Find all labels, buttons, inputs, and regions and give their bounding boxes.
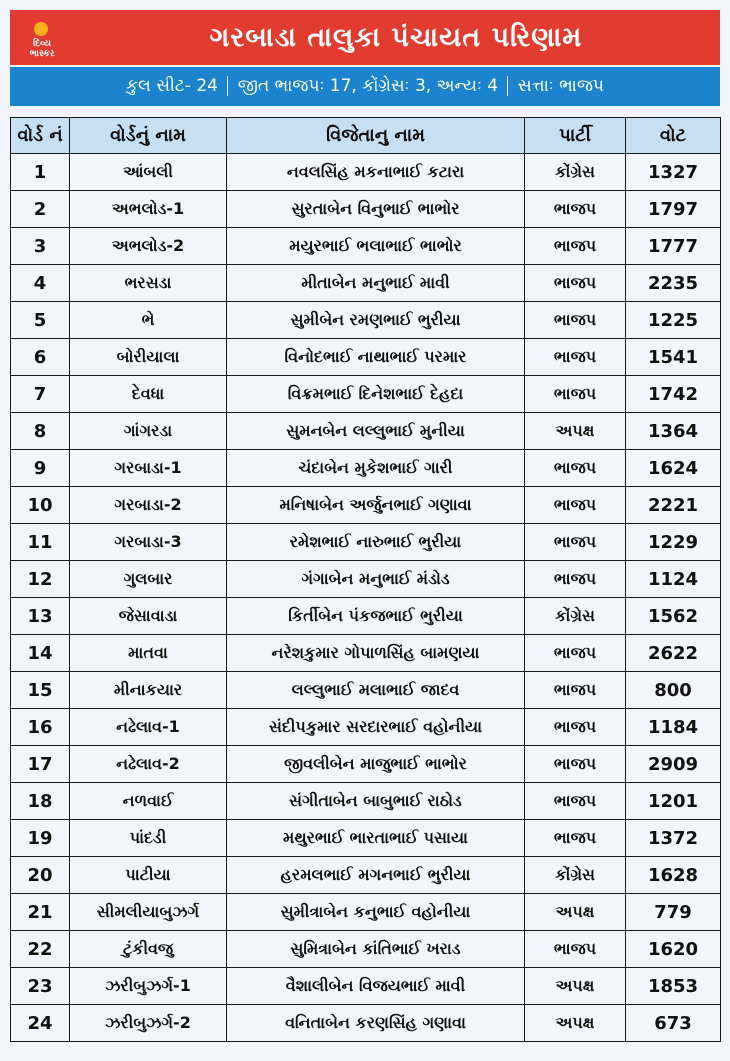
cell-party: ભાજપ bbox=[525, 524, 626, 561]
table-row bbox=[11, 450, 721, 487]
cell-party: ભાજપ bbox=[525, 709, 626, 746]
cell-party: ભાજપ bbox=[525, 931, 626, 968]
cell-votes: 1201 bbox=[626, 783, 721, 820]
cell-votes: 1229 bbox=[626, 524, 721, 561]
cell-votes: 2235 bbox=[626, 265, 721, 302]
header-party: પાર્ટી bbox=[525, 118, 626, 154]
cell-party: ભાજપ bbox=[525, 746, 626, 783]
cell-ward-name: ગુલબાર bbox=[70, 561, 227, 598]
table-row bbox=[11, 746, 721, 783]
cell-votes: 1124 bbox=[626, 561, 721, 598]
table-row bbox=[11, 1005, 721, 1042]
cell-winner-name: સંગીતાબેન બાબુભાઈ રાઠોડ bbox=[227, 783, 525, 820]
cell-ward-name: મીનાકયાર bbox=[70, 672, 227, 709]
cell-ward-name: પાટીયા bbox=[70, 857, 227, 894]
cell-winner-name: ચંદાબેન મુકેશભાઈ ગારી bbox=[227, 450, 525, 487]
cell-winner-name: મયુરભાઈ ભલાભાઈ ભાભોર bbox=[227, 228, 525, 265]
logo-text: દિવ્ય ભાસ્કર bbox=[29, 39, 55, 59]
table-header-row bbox=[11, 118, 721, 154]
table-row bbox=[11, 413, 721, 450]
table-row bbox=[11, 709, 721, 746]
cell-ward-name: ઝરીબુઝર્ગ-1 bbox=[70, 968, 227, 1005]
cell-party: ભાજપ bbox=[525, 820, 626, 857]
cell-ward-no: 11 bbox=[11, 524, 70, 561]
cell-votes: 1797 bbox=[626, 191, 721, 228]
cell-winner-name: મથુરભાઈ ભારતાભાઈ પસાયા bbox=[227, 820, 525, 857]
cell-votes: 1184 bbox=[626, 709, 721, 746]
cell-votes: 1225 bbox=[626, 302, 721, 339]
cell-ward-no: 5 bbox=[11, 302, 70, 339]
cell-votes: 1742 bbox=[626, 376, 721, 413]
cell-winner-name: રમેશભાઈ નારુભાઈ ભુરીયા bbox=[227, 524, 525, 561]
cell-ward-name: સીમલીયાબુઝર્ગ bbox=[70, 894, 227, 931]
cell-winner-name: નવલસિંહ મકનાભાઈ કટારા bbox=[227, 154, 525, 191]
cell-winner-name: જીવલીબેન માજુભાઈ ભાભોર bbox=[227, 746, 525, 783]
cell-ward-no: 16 bbox=[11, 709, 70, 746]
cell-party: કોંગ્રેસ bbox=[525, 857, 626, 894]
cell-votes: 673 bbox=[626, 1005, 721, 1042]
cell-winner-name: સુમીબેન રમણભાઈ ભુરીયા bbox=[227, 302, 525, 339]
cell-ward-name: બોરીયાલા bbox=[70, 339, 227, 376]
summary-bar bbox=[10, 67, 720, 106]
cell-ward-name: ગરબાડા-3 bbox=[70, 524, 227, 561]
cell-party: અપક્ષ bbox=[525, 413, 626, 450]
header-ward-name: વોર્ડનું નામ bbox=[70, 118, 227, 154]
cell-party: અપક્ષ bbox=[525, 968, 626, 1005]
cell-party: કોંગ્રેસ bbox=[525, 154, 626, 191]
cell-votes: 1541 bbox=[626, 339, 721, 376]
cell-party: ભાજપ bbox=[525, 302, 626, 339]
cell-ward-name: ગરબાડા-2 bbox=[70, 487, 227, 524]
cell-party: ભાજપ bbox=[525, 635, 626, 672]
cell-party: અપક્ષ bbox=[525, 1005, 626, 1042]
cell-party: ભાજપ bbox=[525, 783, 626, 820]
cell-votes: 1364 bbox=[626, 413, 721, 450]
cell-party: ભાજપ bbox=[525, 450, 626, 487]
cell-votes: 1628 bbox=[626, 857, 721, 894]
cell-ward-no: 15 bbox=[11, 672, 70, 709]
table-row bbox=[11, 487, 721, 524]
table-row bbox=[11, 968, 721, 1005]
cell-ward-no: 4 bbox=[11, 265, 70, 302]
cell-ward-no: 3 bbox=[11, 228, 70, 265]
page-title: ગરબાડા તાલુકા પંચાયત પરિણામ bbox=[209, 22, 583, 53]
cell-ward-name: ભરસડા bbox=[70, 265, 227, 302]
header-winner-name: વિજેતાનુ નામ bbox=[227, 118, 525, 154]
cell-ward-name: નળવાઈ bbox=[70, 783, 227, 820]
cell-votes: 1372 bbox=[626, 820, 721, 857]
cell-ward-name: જેસાવાડા bbox=[70, 598, 227, 635]
cell-ward-name: પાંદડી bbox=[70, 820, 227, 857]
table-row bbox=[11, 894, 721, 931]
cell-winner-name: સુમિત્રાબેન કાંતિભાઈ ખરાડ bbox=[227, 931, 525, 968]
cell-votes: 1853 bbox=[626, 968, 721, 1005]
header-votes: વોટ bbox=[626, 118, 721, 154]
cell-votes: 1624 bbox=[626, 450, 721, 487]
header-ward-no: વોર્ડ નં bbox=[11, 118, 70, 154]
summary-won: જીત ભાજપઃ 17, કોંગ્રેસઃ 3, અન્યઃ 4 bbox=[237, 76, 499, 96]
table-row bbox=[11, 524, 721, 561]
cell-winner-name: લલ્લુભાઈ મલાભાઈ જાદવ bbox=[227, 672, 525, 709]
cell-votes: 1327 bbox=[626, 154, 721, 191]
cell-winner-name: હરમલભાઈ મગનભાઈ ભુરીયા bbox=[227, 857, 525, 894]
table-row bbox=[11, 598, 721, 635]
cell-votes: 2622 bbox=[626, 635, 721, 672]
cell-votes: 800 bbox=[626, 672, 721, 709]
table-row bbox=[11, 339, 721, 376]
cell-winner-name: વિનોદભાઈ નાથાભાઈ પરમાર bbox=[227, 339, 525, 376]
cell-winner-name: સુમીત્રાબેન કનુભાઈ વહોનીયા bbox=[227, 894, 525, 931]
divider bbox=[507, 76, 508, 96]
cell-ward-name: ગરબાડા-1 bbox=[70, 450, 227, 487]
table-row bbox=[11, 857, 721, 894]
cell-ward-no: 22 bbox=[11, 931, 70, 968]
cell-ward-name: માતવા bbox=[70, 635, 227, 672]
cell-ward-name: આંબલી bbox=[70, 154, 227, 191]
cell-winner-name: નરેશકુમાર ગોપાળસિંહ બામણયા bbox=[227, 635, 525, 672]
cell-party: ભાજપ bbox=[525, 191, 626, 228]
cell-ward-no: 10 bbox=[11, 487, 70, 524]
cell-ward-no: 9 bbox=[11, 450, 70, 487]
cell-ward-no: 12 bbox=[11, 561, 70, 598]
table-row bbox=[11, 783, 721, 820]
table-row bbox=[11, 561, 721, 598]
cell-votes: 2909 bbox=[626, 746, 721, 783]
cell-party: ભાજપ bbox=[525, 339, 626, 376]
table-row bbox=[11, 228, 721, 265]
divider bbox=[227, 76, 228, 96]
cell-party: ભાજપ bbox=[525, 376, 626, 413]
cell-votes: 1620 bbox=[626, 931, 721, 968]
cell-ward-name: ભે bbox=[70, 302, 227, 339]
cell-ward-no: 19 bbox=[11, 820, 70, 857]
cell-ward-name: અભલોડ-2 bbox=[70, 228, 227, 265]
cell-winner-name: ગંગાબેન મનુભાઈ મંડોડ bbox=[227, 561, 525, 598]
cell-ward-no: 1 bbox=[11, 154, 70, 191]
table-row bbox=[11, 672, 721, 709]
cell-ward-no: 2 bbox=[11, 191, 70, 228]
cell-winner-name: સંદીપકુમાર સરદારભાઈ વહોનીયા bbox=[227, 709, 525, 746]
cell-party: ભાજપ bbox=[525, 561, 626, 598]
cell-party: કોંગ્રેસ bbox=[525, 598, 626, 635]
cell-ward-no: 21 bbox=[11, 894, 70, 931]
cell-votes: 2221 bbox=[626, 487, 721, 524]
cell-party: અપક્ષ bbox=[525, 894, 626, 931]
table-body bbox=[11, 154, 721, 1042]
cell-votes: 779 bbox=[626, 894, 721, 931]
cell-ward-name: નઢેલાવ-1 bbox=[70, 709, 227, 746]
cell-ward-name: નઢેલાવ-2 bbox=[70, 746, 227, 783]
cell-ward-name: ગાંગરડા bbox=[70, 413, 227, 450]
table-row bbox=[11, 635, 721, 672]
results-table bbox=[10, 117, 721, 1042]
cell-ward-no: 14 bbox=[11, 635, 70, 672]
table-row bbox=[11, 376, 721, 413]
cell-ward-name: ટુંકીવજુ bbox=[70, 931, 227, 968]
cell-winner-name: કિર્તીબેન પંકજભાઈ ભુરીયા bbox=[227, 598, 525, 635]
cell-ward-no: 18 bbox=[11, 783, 70, 820]
table-row bbox=[11, 265, 721, 302]
cell-party: ભાજપ bbox=[525, 487, 626, 524]
cell-ward-name: ઝરીબુઝર્ગ-2 bbox=[70, 1005, 227, 1042]
cell-ward-no: 23 bbox=[11, 968, 70, 1005]
cell-party: ભાજપ bbox=[525, 228, 626, 265]
cell-party: ભાજપ bbox=[525, 265, 626, 302]
cell-ward-no: 24 bbox=[11, 1005, 70, 1042]
cell-ward-no: 8 bbox=[11, 413, 70, 450]
cell-winner-name: મનિષાબેન અર્જુનભાઈ ગણાવા bbox=[227, 487, 525, 524]
table-row bbox=[11, 820, 721, 857]
cell-winner-name: સુમનબેન લલ્લુભાઈ મુનીયા bbox=[227, 413, 525, 450]
cell-ward-no: 7 bbox=[11, 376, 70, 413]
table-row bbox=[11, 302, 721, 339]
table-row bbox=[11, 154, 721, 191]
cell-ward-no: 20 bbox=[11, 857, 70, 894]
cell-winner-name: મીતાબેન મનુભાઈ માવી bbox=[227, 265, 525, 302]
table-row bbox=[11, 931, 721, 968]
cell-winner-name: સુરતાબેન વિનુભાઈ ભાભોર bbox=[227, 191, 525, 228]
summary-total: કુલ સીટ- 24 bbox=[126, 76, 218, 96]
cell-ward-name: દેવધા bbox=[70, 376, 227, 413]
cell-winner-name: વિક્રમભાઈ દિનેશભાઈ દેહદા bbox=[227, 376, 525, 413]
sun-icon bbox=[34, 22, 48, 36]
cell-winner-name: વૈશાલીબેન વિજયભાઈ માવી bbox=[227, 968, 525, 1005]
logo bbox=[10, 10, 72, 65]
cell-votes: 1777 bbox=[626, 228, 721, 265]
cell-votes: 1562 bbox=[626, 598, 721, 635]
cell-ward-name: અભલોડ-1 bbox=[70, 191, 227, 228]
cell-ward-no: 6 bbox=[11, 339, 70, 376]
cell-party: ભાજપ bbox=[525, 672, 626, 709]
table-row bbox=[11, 191, 721, 228]
cell-winner-name: વનિતાબેન કરણસિંહ ગણાવા bbox=[227, 1005, 525, 1042]
cell-ward-no: 17 bbox=[11, 746, 70, 783]
summary-power: સત્તાઃ ભાજપ bbox=[517, 76, 604, 96]
cell-ward-no: 13 bbox=[11, 598, 70, 635]
header-banner bbox=[10, 10, 720, 65]
